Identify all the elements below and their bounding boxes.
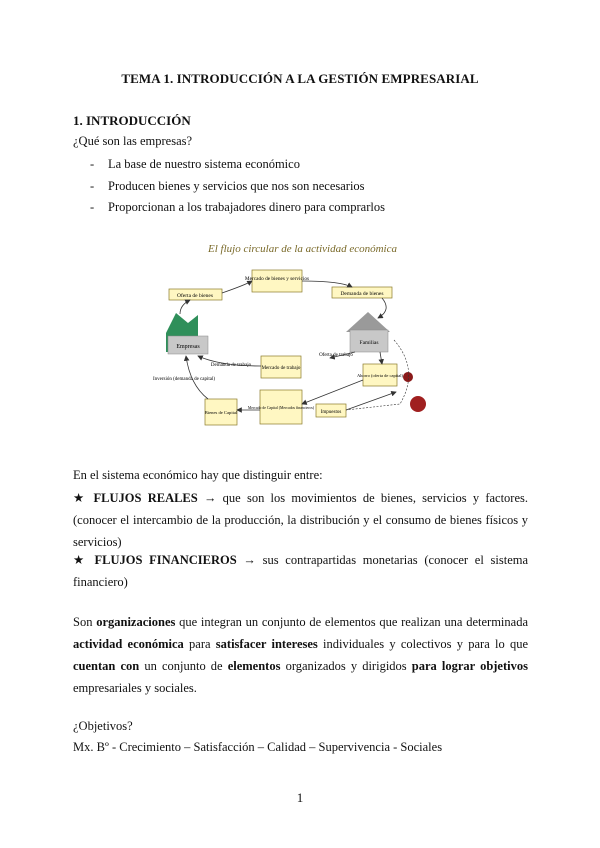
box-label: Inversión (demanda de capital) (152, 377, 216, 382)
star-icon: ★ (73, 553, 88, 567)
box-label: Mercado de Capital (Mercados financieros) (247, 406, 315, 410)
dash-marker: - (90, 179, 95, 193)
box-label: Oferta de trabajo (319, 353, 353, 358)
text-run: organizados y dirigidos (280, 659, 412, 673)
box-inversion (153, 377, 215, 382)
box-label: Ahorro (oferta de capital) (356, 373, 404, 378)
text-run: empresariales y sociales. (73, 681, 197, 695)
arrow-familias-to-ahorro (380, 352, 382, 364)
arrow-empresas-to-offer (180, 300, 190, 314)
box-bienes-capital (205, 399, 238, 425)
star-icon: ★ (73, 491, 88, 505)
bold-run: organizaciones (96, 615, 176, 629)
arrow-trabajo-to-empresas (198, 356, 261, 366)
flujos-reales-text: que son los movimientos de bienes, servicios y factores. (conocer el intercambio de la producción, la distribución y el consumo de bienes físicos y servicios) (73, 491, 528, 549)
bold-run: para lograr objetivos (411, 659, 528, 673)
box-label: Mercado de trabajo (261, 366, 301, 371)
box-label: Familias (359, 340, 379, 346)
box-mercado-trabajo (261, 356, 301, 378)
bullet-text: Proporcionan a los trabajadores dinero para comprarlos (108, 200, 385, 214)
definition-paragraph (73, 611, 528, 699)
box-label: Oferta de bienes (176, 293, 214, 299)
seal-logo (403, 372, 413, 382)
bold-run: cuentan con (73, 659, 140, 673)
bold-run: elementos (227, 659, 281, 673)
page-number: 1 (296, 790, 304, 805)
box-label: Bienes de Capital (204, 410, 238, 415)
bullet-text: La base de nuestro sistema económico (108, 157, 300, 171)
flujos-financieros-label: FLUJOS FINANCIEROS (94, 553, 237, 567)
text-run: un conjunto de (139, 659, 228, 673)
objetivos-list: Mx. Bº - Crecimiento – Satisfacción – Calidad – Supervivencia - Sociales (73, 740, 443, 754)
box-ahorro (357, 364, 404, 386)
box-label: Impuestos (320, 410, 342, 415)
box-label: Empresas (176, 344, 200, 350)
box-label: Demanda de trabajo (210, 363, 252, 368)
arrow-offer-to-market (222, 281, 252, 293)
text-run: que integran un conjunto de elementos que realizan una determinada (175, 615, 528, 629)
box-oferta-bienes (169, 289, 222, 300)
flujos-financieros-paragraph (73, 549, 528, 593)
box-label: Mercado de bienes y servicios (244, 276, 310, 282)
intro-line: En el sistema económico hay que distinguir entre: (73, 468, 323, 482)
bullet-text: Producen bienes y servicios que nos son necesarios (108, 179, 365, 193)
familias-house-icon (346, 312, 390, 352)
arrow-icon: → (243, 553, 256, 567)
empresas-building-icon (166, 313, 208, 354)
flujos-reales-paragraph (73, 487, 528, 553)
flujos-financieros-text: sus contrapartidas monetarias (conocer el sistema financiero) (73, 553, 529, 589)
seal-logo-2 (410, 396, 426, 412)
box-mercado-capital (248, 390, 315, 424)
box-impuestos (316, 404, 346, 417)
diagram-title: El flujo circular de la actividad económica (208, 243, 397, 255)
bold-run: satisfacer intereses (215, 637, 318, 651)
arrow-market-to-demand (302, 281, 352, 287)
dash-marker: - (90, 200, 95, 214)
question-line: ¿Qué son las empresas? (73, 134, 193, 148)
page-title: TEMA 1. INTRODUCCIÓN A LA GESTIÓN EMPRESARIAL (121, 71, 479, 86)
box-mercado-bienes (245, 270, 309, 292)
box-label: Demanda de bienes (340, 291, 384, 297)
arrow-demand-to-familias (378, 298, 386, 318)
dash-marker: - (90, 157, 95, 171)
arrow-icon: → (203, 491, 217, 505)
text-run: para (183, 637, 216, 651)
section-heading: 1. INTRODUCCIÓN (73, 113, 191, 128)
arrow-ahorro-to-mercado-capital (302, 380, 363, 404)
flujos-reales-label: FLUJOS REALES (93, 491, 198, 505)
bold-run: actividad económica (73, 637, 184, 651)
objetivos-question: ¿Objetivos? (73, 719, 133, 733)
text-run: Son (73, 615, 97, 629)
box-demanda-bienes (332, 287, 392, 298)
text-run: individuales y colectivos y para lo que (317, 637, 529, 651)
